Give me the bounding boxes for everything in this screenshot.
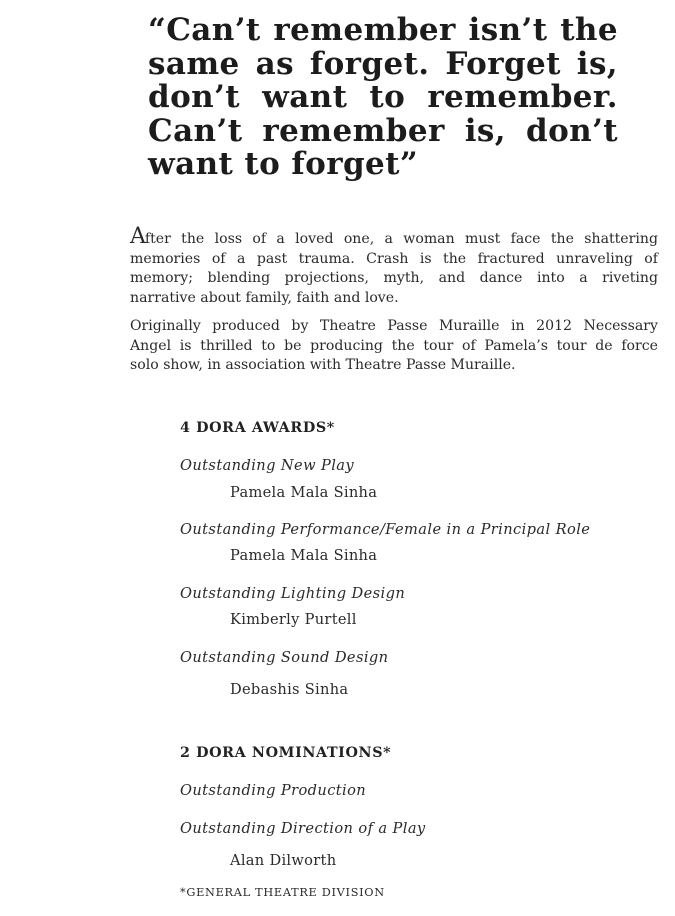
quote-line: “Can’t remember isn’t the [148, 12, 618, 48]
description-paragraph-2 [130, 317, 658, 376]
paragraph-line: memories of a past trauma. Crash is the fractured unraveling of [130, 250, 658, 267]
nomination-recipient: Alan Dilworth [230, 852, 337, 869]
quote-line: don’t want to remember. [148, 79, 618, 115]
award-category: Outstanding Sound Design [180, 649, 389, 666]
awards-heading: 4 DORA AWARDS* [180, 420, 335, 436]
paragraph-line-text: fter the loss of a loved one, a woman must face the shattering [144, 231, 658, 247]
pull-quote [148, 14, 618, 182]
paragraph-line: Angel is thrilled to be producing the tour of Pamela’s tour de force [130, 337, 658, 354]
award-recipient: Pamela Mala Sinha [230, 484, 378, 501]
paragraph-line: solo show, in association with Theatre Passe Muraille. [130, 357, 516, 373]
paragraph-line: Originally produced by Theatre Passe Muraille in 2012 Necessary [130, 318, 658, 334]
footnote: *GENERAL THEATRE DIVISION [180, 886, 385, 899]
nomination-category: Outstanding Direction of a Play [180, 820, 426, 837]
award-category: Outstanding Lighting Design [180, 585, 406, 602]
quote-line: Can’t remember is, don’t [148, 112, 618, 149]
award-category: Outstanding Performance/Female in a Principal Role [180, 521, 591, 538]
award-recipient: Pamela Mala Sinha [230, 547, 378, 564]
description-paragraph-1 [130, 226, 658, 308]
quote-line: want to forget” [148, 146, 419, 182]
drop-cap: A [130, 224, 145, 249]
award-recipient: Kimberly Purtell [230, 611, 357, 628]
nomination-category: Outstanding Production [180, 782, 367, 799]
award-recipient: Debashis Sinha [230, 681, 349, 698]
quote-line: same as forget. Forget is, [148, 45, 618, 82]
paragraph-line: narrative about family, faith and love. [130, 289, 399, 306]
nominations-heading: 2 DORA NOMINATIONS* [180, 745, 392, 761]
award-category: Outstanding New Play [180, 457, 355, 474]
paragraph-line [130, 226, 658, 250]
paragraph-line: memory; blending projections, myth, and dance into a riveting [130, 270, 658, 286]
